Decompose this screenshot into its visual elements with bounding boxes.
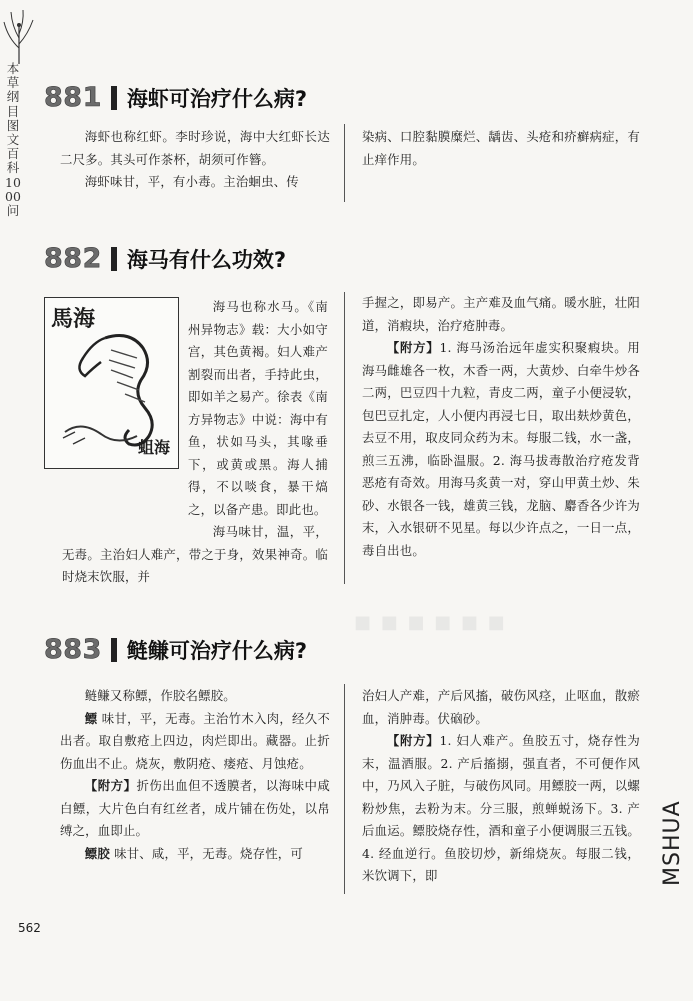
paragraph: 海马也称水马。《南州异物志》载：大小如守宫，其色黄褐。妇人难产割裂而出者，手持此虫，即如羊之易产。徐表《南方异物志》中说：海中有鱼，状如马头，其喙垂下，或黄或黑。海人捕得，不以啖食，暴干熇之，以备产患。即此也。 [188,299,328,517]
appendix-tag: 【附方】 [386,733,440,748]
section-title: 海虾可治疗什么病? [126,86,308,111]
section-883-left-column [60,685,330,865]
section-883-heading [44,634,307,665]
section-title: 鲢鳒可治疗什么病? [126,638,308,663]
heading-divider [111,247,117,271]
section-882-right-column [362,292,640,562]
paragraph: 手握之，即易产。主产难及血气痛。暖水脏，壮阳道，消瘕块，治疗疮肿毒。 [362,295,640,333]
section-882-heading [44,243,286,274]
term: 鳔 [84,710,98,726]
book-title-vertical: 本草纲目图文百科1000问 [5,61,21,219]
paragraph: 鳔 味甘，平，无毒。主治竹木入肉，经久不出者。取自敷疮上四边，肉烂即出。藏器。止折伤血出不止。烧灰，敷阴疮、瘘疮、月蚀疮。 [60,710,331,771]
section-881-left-column [60,126,330,194]
appendix-paragraph [362,337,640,562]
figure-label-top: 馬海 [51,306,96,332]
term: 鳔胶 [84,845,110,861]
paragraph: 鳔胶 味甘、咸，平，无毒。烧存性，可 [84,845,303,861]
page-number: 562 [18,921,41,935]
column-divider [344,684,345,894]
appendix-paragraph: 【附方】折伤出血但不透膜者，以海味中咸白鳔，大片色白有红丝者，成片铺在伤处，以帛缚之，血即止。 [60,778,331,838]
appendix-tag: 【附方】 [386,340,440,355]
heading-divider [111,86,117,110]
appendix-paragraph: 【附方】1. 妇人难产。鱼胶五寸，烧存性为末，温酒服。2. 产后搐搦，强直者，不可便作风中，乃风入子脏，与破伤风同。用鳔胶一两，以螺粉炒焦，去粉为末。分三服，煎蝉蜕汤下。3. 产后血运。鳔胶烧存性，酒和童子小便调服三五钱。4. 经血逆行。鱼胶切炒，新绵烧灰。每服二钱，米饮调下，即 [362,733,640,883]
watermark-logo: MSHUA [660,800,685,886]
appendix-text: 1. 海马汤治远年虚实积聚瘕块。用海马雌雄各一枚，木香一两，大黄炒、白牵牛炒各二两，巴豆四十九粒，青皮二两，童子小便浸软，包巴豆扎定，人小便内再浸七日，取出麸炒黄色，去豆不用，取皮同众药为末。每服二钱，水一盏，煎三五沸，临卧温服。2. 海马拔毒散治疗疮发背恶疮有奇效。用海马炙黄一对，穿山甲黄土炒、朱砂、水银各一钱，雄黄三钱，龙脑、麝香各少许为末，入水银研不见星。每以少许点之，一日一点，毒自出也。 [362,340,640,558]
section-number: 882 [44,243,102,274]
paragraph: 海虾味甘，平，有小毒。主治蛔虫、传 [84,174,299,189]
paragraph: 鲢鳒又称鳔，作胶名鳔胶。 [84,688,236,703]
section-881-heading [44,82,307,113]
section-883-right-column [362,685,640,888]
section-number: 881 [44,82,102,113]
paragraph: 海虾也称红虾。李时珍说，海中大红虾长达二尺多。其头可作茶杯，胡须可作簪。 [60,129,330,167]
column-divider [344,292,345,584]
appendix-tag: 【附方】 [84,778,137,793]
section-title: 海马有什么功效? [126,247,287,272]
sidebar-plant-icon [2,8,36,64]
paragraph: 治妇人产难，产后风搐，破伤风痉，止呕血，散瘀血，消肿毒。伏硇砂。 [362,688,640,726]
section-881-right-column [362,126,640,171]
paragraph: 海马味甘，温，平，无毒。主治妇人难产，带之于身，效果神奇。临时烧末饮服，并 [62,524,328,584]
heading-divider [111,638,117,662]
column-divider [344,124,345,202]
paragraph: 染病、口腔黏膜糜烂、龋齿、头疮和疥癣病症，有止痒作用。 [362,129,640,167]
section-number: 883 [44,634,102,665]
figure-label-bottom: 蛆海 [137,438,170,457]
section-882-left-column [62,296,328,589]
